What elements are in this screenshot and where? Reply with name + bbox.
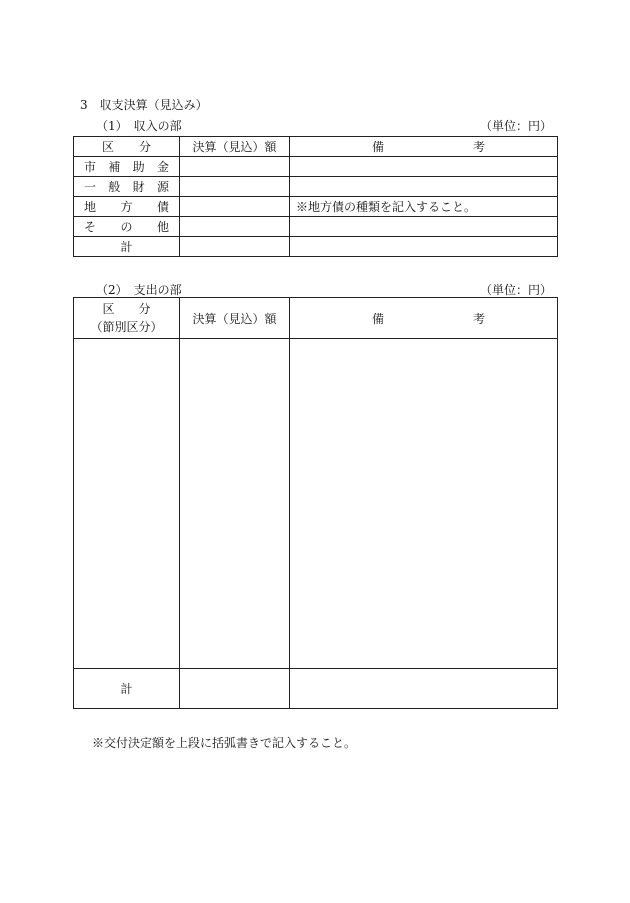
expense-subtitle: （2） 支出の部 (96, 283, 182, 297)
income-row-amount-cell[interactable] (180, 217, 290, 237)
footnote: ※交付決定額を上段に括弧書きで記入すること。 (92, 736, 357, 750)
income-row-ippan-zaigen (74, 177, 558, 197)
income-header-kubun (74, 137, 180, 157)
income-row-shi-hojokin (74, 157, 558, 177)
expense-header-kubun-sub: （節別区分） (90, 320, 163, 334)
income-total-note-cell[interactable] (290, 237, 558, 257)
expense-total-label: 計 (74, 669, 180, 709)
expense-total-amount-cell[interactable] (180, 669, 290, 709)
income-row-label (74, 217, 180, 237)
expense-unit-label: （単位：円） (479, 283, 552, 297)
income-row-sonota (74, 217, 558, 237)
expense-table (73, 297, 558, 709)
income-row-amount-cell[interactable] (180, 197, 290, 217)
income-row-amount-cell[interactable] (180, 177, 290, 197)
income-row-label (74, 157, 180, 177)
income-row-label-char: 債 (156, 200, 169, 214)
expense-body-row (74, 339, 558, 669)
income-row-chihousai (74, 197, 558, 217)
expense-body-amount-cell[interactable] (180, 339, 290, 669)
income-row-label-char: 助 (132, 160, 145, 174)
expense-header-amount: 決算（見込）額 (180, 298, 290, 339)
expense-header-biko-char: 考 (472, 311, 485, 326)
income-total-amount-cell[interactable] (180, 237, 290, 257)
income-header-kubun-char: 分 (138, 140, 151, 154)
income-header-biko-char: 備 (372, 140, 385, 154)
income-row-label-char: 源 (156, 180, 169, 194)
income-row-label-char: 方 (120, 200, 133, 214)
income-row-label-char: 金 (156, 160, 169, 174)
expense-header-kubun-char: 分 (138, 302, 151, 316)
income-row-label-char: 他 (156, 220, 169, 234)
income-header-row (74, 137, 558, 157)
expense-header-kubun (74, 298, 180, 339)
expense-body-kubun-cell[interactable] (74, 339, 180, 669)
income-subtitle: （1） 収入の部 (96, 119, 182, 133)
income-row-label-char: 補 (108, 160, 121, 174)
income-header-biko-char: 考 (472, 140, 485, 154)
income-row-label-char: 地 (84, 200, 97, 214)
income-row-label-char: 一 (84, 180, 97, 194)
expense-header-kubun-char: 区 (102, 302, 115, 316)
income-unit-label: （単位：円） (479, 119, 552, 133)
income-row-label (74, 197, 180, 217)
expense-body-note-cell[interactable] (290, 339, 558, 669)
income-row-note-cell[interactable] (290, 177, 558, 197)
income-total-row (74, 237, 558, 257)
expense-header-row (74, 298, 558, 339)
expense-header-biko (290, 298, 558, 339)
income-row-note-cell[interactable] (290, 157, 558, 177)
income-row-note-cell[interactable] (290, 217, 558, 237)
income-row-label-char: の (120, 220, 133, 234)
income-table (73, 136, 558, 257)
income-row-label-char: 財 (132, 180, 145, 194)
income-row-note-cell[interactable]: ※地方債の種類を記入すること。 (290, 197, 558, 217)
expense-header-biko-char: 備 (372, 311, 385, 326)
expense-total-row (74, 669, 558, 709)
expense-total-note-cell[interactable] (290, 669, 558, 709)
income-row-label-char: そ (84, 220, 97, 234)
section-title: 3 収支決算（見込み） (80, 98, 208, 112)
income-header-kubun-char: 区 (102, 140, 115, 154)
income-row-label-char: 市 (84, 160, 97, 174)
income-row-amount-cell[interactable] (180, 157, 290, 177)
income-row-label (74, 177, 180, 197)
income-header-biko (290, 137, 558, 157)
income-row-label-char: 般 (108, 180, 121, 194)
income-header-amount: 決算（見込）額 (180, 137, 290, 157)
income-total-label: 計 (74, 237, 180, 257)
